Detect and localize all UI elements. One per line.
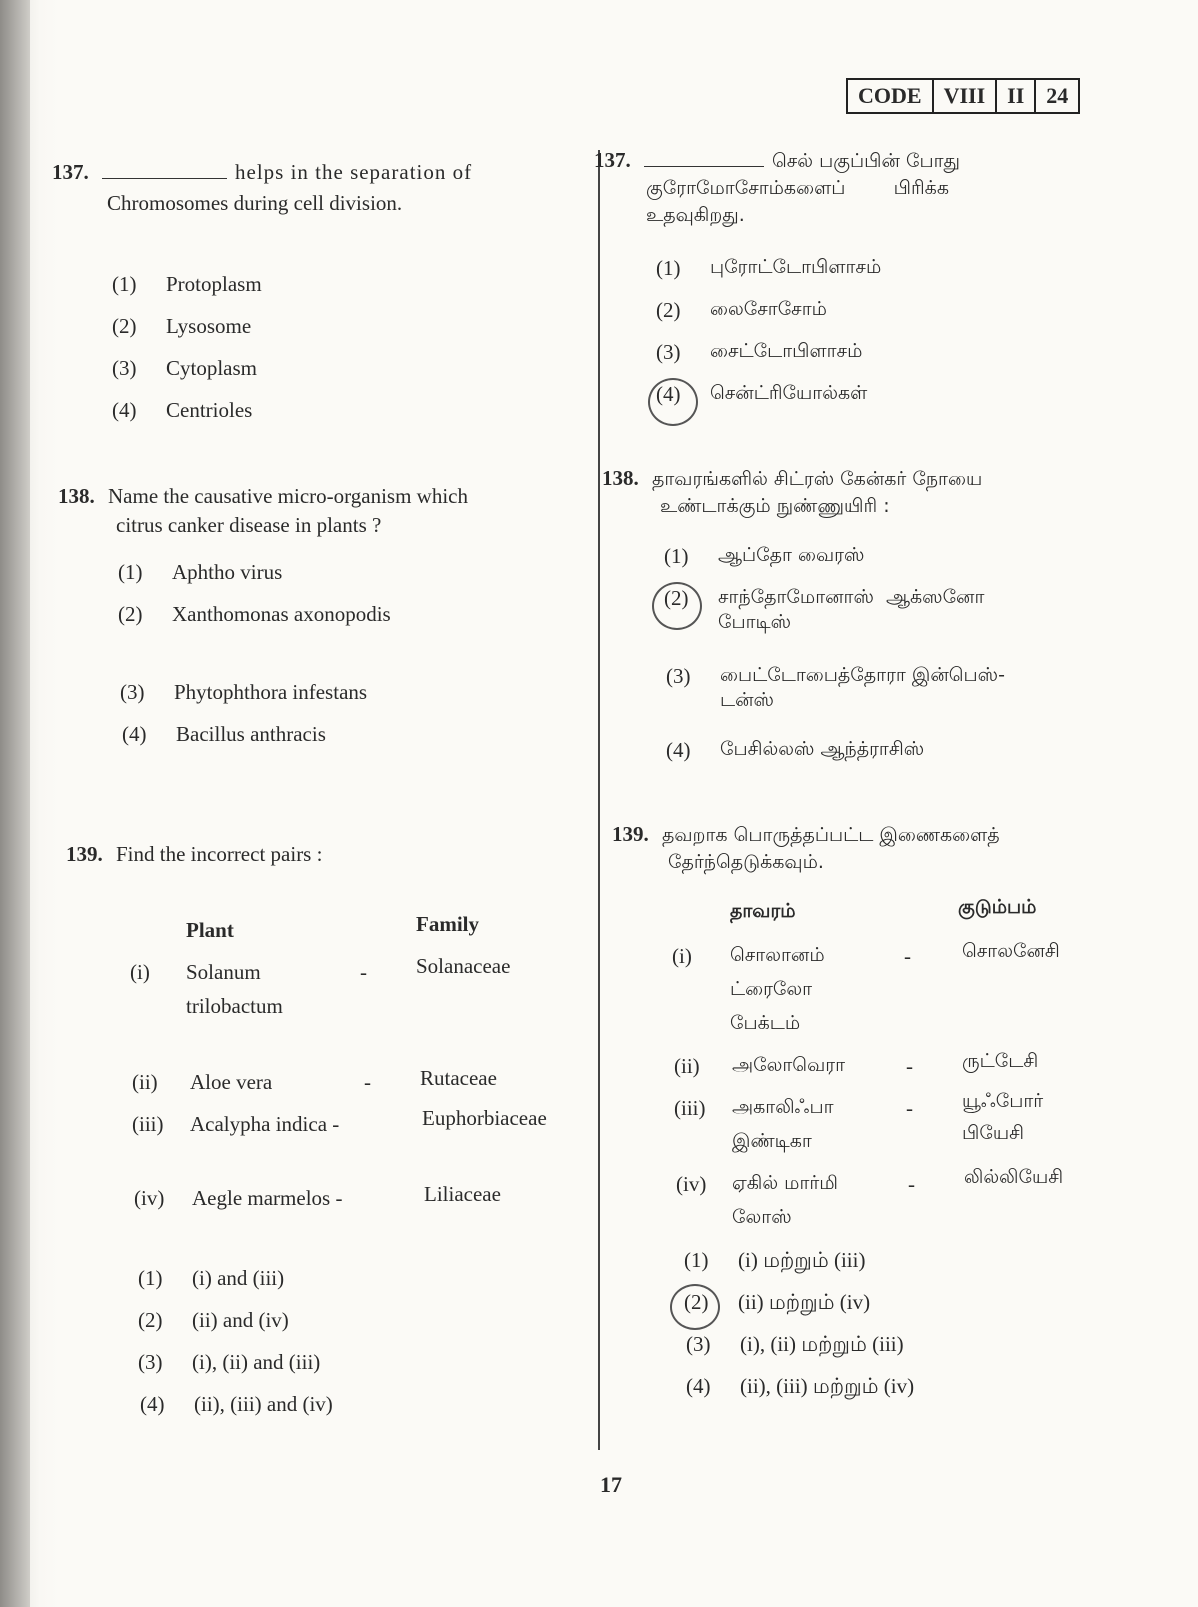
question-number: 139. xyxy=(66,842,103,866)
option-label: (2) xyxy=(664,586,689,610)
question-text: Name the causative micro-organism which xyxy=(108,484,468,508)
pair-row-3 xyxy=(132,1106,582,1146)
option-1[interactable] xyxy=(656,256,881,281)
option-2[interactable] xyxy=(664,586,984,636)
family-name: Rutaceae xyxy=(420,1066,497,1090)
pair-dash: - xyxy=(904,944,911,968)
option-text-line2: போடிஸ் xyxy=(718,611,792,633)
option-text: Phytophthora infestans xyxy=(174,680,368,704)
column-header-family: குடும்பம் xyxy=(958,896,1037,918)
plant-name-line2: ட்ரைலோ xyxy=(730,978,813,1000)
option-2[interactable] xyxy=(118,602,391,627)
plant-name: Acalypha indica - xyxy=(190,1112,340,1136)
question-number: 138. xyxy=(602,466,639,490)
blank-line xyxy=(102,178,227,179)
row-index: (iv) xyxy=(134,1186,165,1210)
pair-dash: - xyxy=(906,1096,913,1120)
column-header-family: Family xyxy=(416,912,479,936)
option-3[interactable] xyxy=(138,1350,320,1375)
question-text-line2: citrus canker disease in plants ? xyxy=(116,513,382,537)
plant-name-line2: லோஸ் xyxy=(732,1206,792,1228)
question-text: helps in the separation of xyxy=(235,160,473,184)
question-139-en xyxy=(66,842,322,867)
option-2[interactable] xyxy=(656,298,827,323)
option-label: (1) xyxy=(656,256,681,280)
question-138-ta xyxy=(602,466,1102,520)
pair-dash: - xyxy=(908,1172,915,1196)
option-4[interactable] xyxy=(112,398,252,423)
row-index: (iii) xyxy=(132,1112,164,1136)
option-label: (4) xyxy=(656,382,681,406)
answer-mark-circle xyxy=(670,1284,720,1330)
option-label: (2) xyxy=(656,298,681,322)
option-text: புரோட்டோபிளாசம் xyxy=(710,256,882,278)
plant-name: ஏகில் மார்மி xyxy=(732,1172,839,1194)
code-value-2: II xyxy=(997,80,1036,112)
option-text: (i) மற்றும் (iii) xyxy=(738,1248,866,1272)
question-137-en xyxy=(52,160,572,216)
answer-mark-circle xyxy=(648,378,698,426)
option-label: (4) xyxy=(140,1392,165,1416)
option-text: பேசில்லஸ் ஆந்த்ராசிஸ் xyxy=(720,738,925,760)
question-text: Find the incorrect pairs : xyxy=(116,842,323,866)
option-label: (1) xyxy=(112,272,137,296)
pair-row-1 xyxy=(130,954,580,1030)
row-index: (ii) xyxy=(132,1070,158,1094)
option-text: (i) and (iii) xyxy=(192,1266,285,1290)
option-label: (4) xyxy=(686,1374,711,1398)
option-2[interactable] xyxy=(112,314,251,339)
option-label: (3) xyxy=(666,664,691,688)
question-number: 138. xyxy=(58,484,95,508)
option-4[interactable] xyxy=(122,722,326,747)
option-label: (2) xyxy=(112,314,137,338)
option-3[interactable] xyxy=(686,1332,904,1359)
code-value-3: 24 xyxy=(1046,83,1069,108)
option-text: சாந்தோமோனாஸ் ஆக்ஸனோ xyxy=(718,586,985,608)
family-name: ருட்டேசி xyxy=(962,1050,1039,1072)
option-label: (2) xyxy=(684,1290,709,1314)
option-label: (3) xyxy=(112,356,137,380)
question-138-en xyxy=(58,484,578,538)
option-4[interactable] xyxy=(140,1392,333,1417)
code-label: CODE xyxy=(848,80,934,112)
question-text-line2: குரோமோசோம்களைப் பிரிக்க xyxy=(646,177,949,199)
family-name: Euphorbiaceae xyxy=(422,1106,547,1130)
option-text: Aphtho virus xyxy=(172,560,283,584)
plant-name: Aegle marmelos - xyxy=(192,1186,343,1210)
pair-dash: - xyxy=(906,1054,913,1078)
option-text: Cytoplasm xyxy=(166,356,258,380)
pair-row-3 xyxy=(674,1090,1144,1166)
option-1[interactable] xyxy=(138,1266,284,1291)
plant-name-line2: இண்டிகா xyxy=(732,1130,812,1152)
column-header-plant: Plant xyxy=(186,918,234,942)
option-text-line2: டன்ஸ் xyxy=(720,689,774,711)
pair-row-4 xyxy=(134,1182,584,1220)
option-label: (1) xyxy=(118,560,143,584)
option-4[interactable] xyxy=(686,1374,914,1401)
option-text: சென்ட்ரியோல்கள் xyxy=(710,382,868,404)
question-text-line2: தேர்ந்தெடுக்கவும். xyxy=(668,851,824,873)
option-label: (3) xyxy=(120,680,145,704)
plant-name-line3: பேக்டம் xyxy=(730,1012,801,1034)
option-1[interactable] xyxy=(684,1248,865,1275)
option-label: (1) xyxy=(138,1266,163,1290)
plant-name: அகாலிஃபா xyxy=(732,1096,834,1118)
question-number: 137. xyxy=(594,148,631,172)
code-value-1: VIII xyxy=(934,80,998,112)
pair-row-1 xyxy=(672,940,1142,1044)
option-text: (i), (ii) மற்றும் (iii) xyxy=(740,1332,904,1356)
plant-name: Aloe vera xyxy=(190,1070,273,1094)
option-text: (ii) மற்றும் (iv) xyxy=(738,1290,871,1314)
family-name-line2: பியேசி xyxy=(962,1122,1024,1144)
pair-row-2 xyxy=(674,1050,1144,1088)
column-header-plant: தாவரம் xyxy=(730,900,796,922)
option-2[interactable] xyxy=(138,1308,289,1333)
page-number: 17 xyxy=(600,1472,622,1497)
option-1[interactable] xyxy=(118,560,282,585)
option-text: Protoplasm xyxy=(166,272,262,296)
row-index: (iii) xyxy=(674,1096,706,1120)
plant-name-line2: trilobactum xyxy=(186,994,283,1018)
option-text: Centrioles xyxy=(166,398,253,422)
option-text: சைட்டோபிளாசம் xyxy=(710,340,863,362)
option-label: (4) xyxy=(666,738,691,762)
option-label: (2) xyxy=(138,1308,163,1332)
tamil-column xyxy=(594,0,1198,1607)
row-index: (ii) xyxy=(674,1054,700,1078)
option-text: (ii), (iii) மற்றும் (iv) xyxy=(740,1374,915,1398)
option-label: (4) xyxy=(122,722,147,746)
option-text: பைட்டோபைத்தோரா இன்பெஸ்- xyxy=(720,664,1005,686)
question-text-line2: Chromosomes during cell division. xyxy=(107,191,403,215)
option-3[interactable] xyxy=(112,356,257,381)
option-3[interactable] xyxy=(666,664,1005,714)
option-text: Xanthomonas axonopodis xyxy=(172,602,391,626)
plant-name: Solanum xyxy=(186,960,261,984)
family-name: Solanaceae xyxy=(416,954,511,978)
family-name: Liliaceae xyxy=(424,1182,501,1206)
question-text: தவறாக பொருத்தப்பட்ட இணைகளைத் xyxy=(662,824,1000,846)
row-index: (iv) xyxy=(676,1172,707,1196)
option-3[interactable] xyxy=(120,680,367,705)
family-name: லில்லியேசி xyxy=(964,1166,1064,1188)
row-index: (i) xyxy=(672,944,692,968)
plant-name: சொலானம் xyxy=(730,944,825,966)
question-text: தாவரங்களில் சிட்ரஸ் கேன்கர் நோயை xyxy=(652,468,983,490)
option-label: (3) xyxy=(656,340,681,364)
question-text-line3: உதவுகிறது. xyxy=(646,204,745,226)
option-label: (4) xyxy=(112,398,137,422)
question-text-line2: உண்டாக்கும் நுண்ணுயிரி : xyxy=(660,495,890,517)
pair-row-2 xyxy=(132,1066,582,1104)
option-label: (3) xyxy=(138,1350,163,1374)
pair-row-4 xyxy=(676,1166,1146,1242)
answer-mark-circle xyxy=(652,582,702,630)
question-139-ta xyxy=(612,822,1112,876)
question-number: 137. xyxy=(52,160,89,184)
option-4[interactable] xyxy=(666,738,924,763)
plant-name: அலோவெரா xyxy=(732,1054,846,1076)
question-137-ta xyxy=(594,148,1094,229)
english-column xyxy=(0,0,598,1607)
option-text: ஆப்தோ வைரஸ் xyxy=(718,544,865,566)
pair-dash: - xyxy=(360,960,367,984)
option-label: (1) xyxy=(684,1248,709,1272)
pair-dash: - xyxy=(364,1070,371,1094)
option-1[interactable] xyxy=(664,544,864,569)
option-label: (3) xyxy=(686,1332,711,1356)
option-text: Bacillus anthracis xyxy=(176,722,326,746)
family-name: சொலனேசி xyxy=(962,940,1060,962)
question-text: செல் பகுப்பின் போது xyxy=(772,150,960,172)
family-name: யூஃபோர் xyxy=(962,1090,1044,1112)
option-1[interactable] xyxy=(112,272,262,297)
option-label: (2) xyxy=(118,602,143,626)
row-index: (i) xyxy=(130,960,150,984)
option-text: (ii) and (iv) xyxy=(192,1308,289,1332)
option-label: (1) xyxy=(664,544,689,568)
option-text: Lysosome xyxy=(166,314,252,338)
option-text: (i), (ii) and (iii) xyxy=(192,1350,321,1374)
question-number: 139. xyxy=(612,822,649,846)
option-text: (ii), (iii) and (iv) xyxy=(194,1392,333,1416)
option-3[interactable] xyxy=(656,340,862,365)
option-text: லைசோசோம் xyxy=(710,298,827,320)
blank-line xyxy=(644,166,764,167)
